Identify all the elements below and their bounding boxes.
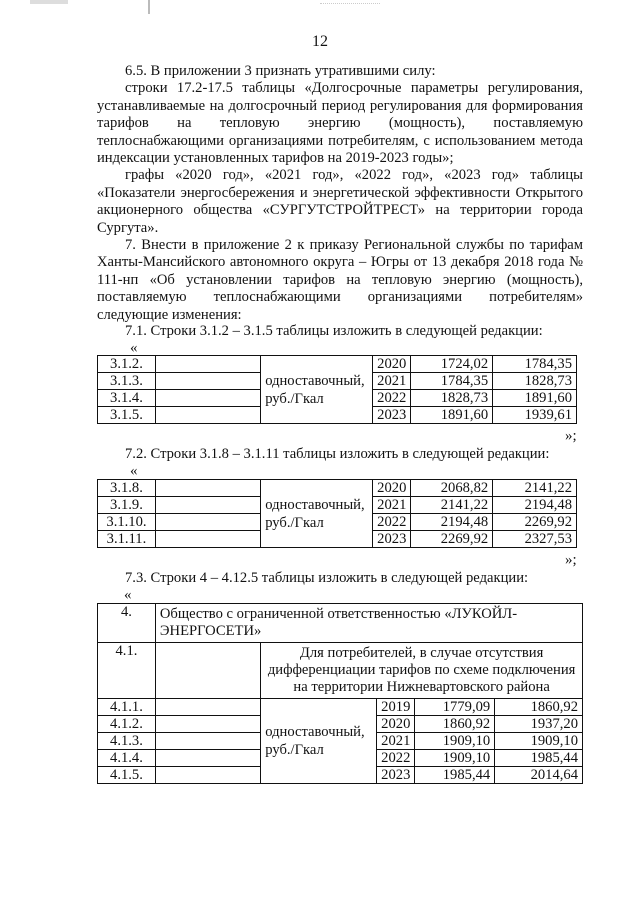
quote-open: « xyxy=(130,340,138,356)
paragraph: строки 17.2-17.5 таблицы «Долгосрочные параметры регулирования, устанавливаемые на долгосрочный период регулирования для формирования тарифов на тепловую энергию (мощность), поставляемую теплоснабжающими организациями потребителям, с использованием метода индексации установленных тарифов на 2019-2023 годы»; xyxy=(97,80,583,167)
table-row xyxy=(98,643,583,699)
value-cell: 2141,22 xyxy=(493,480,577,497)
paragraph: 7. Внести в приложение 2 к приказу Региональной службы по тарифам Ханты-Мансийского автономного округа – Югры от 13 декабря 2018 года № 111-нп «Об установлении тарифов на тепловую энергию (мощность), поставляемую теплоснабжающими организациями потребителям» следующие изменения: xyxy=(97,237,583,323)
quote-open: « xyxy=(124,587,132,603)
value-cell: 2194,48 xyxy=(411,514,493,531)
row-number: 4.1.4. xyxy=(98,750,156,767)
subgroup-description: Для потребителей, в случае отсутствия дифференциации тарифов по схеме подключения на территории Нижневартовского района xyxy=(261,643,583,699)
value-cell: 1779,09 xyxy=(415,699,495,716)
row-number: 4.1. xyxy=(98,643,156,699)
year-cell: 2023 xyxy=(373,531,411,548)
year-cell: 2021 xyxy=(373,497,411,514)
row-number: 4.1.3. xyxy=(98,733,156,750)
value-cell: 2269,92 xyxy=(411,531,493,548)
year-cell: 2022 xyxy=(373,390,411,407)
value-cell: 1828,73 xyxy=(493,373,577,390)
value-cell: 1937,20 xyxy=(495,716,583,733)
empty-cell xyxy=(155,643,260,699)
value-cell: 1784,35 xyxy=(411,373,493,390)
year-cell: 2023 xyxy=(377,767,415,784)
row-number: 3.1.11. xyxy=(98,531,156,548)
table-row xyxy=(98,604,583,643)
year-cell: 2020 xyxy=(373,356,411,373)
quote-close: »; xyxy=(565,428,577,444)
value-cell: 2327,53 xyxy=(493,531,577,548)
year-cell: 2022 xyxy=(377,750,415,767)
table-rows-3-1-2 xyxy=(97,355,577,424)
table-row xyxy=(98,356,577,373)
scan-mark xyxy=(148,0,150,14)
unit-cell: одноставочный, руб./Гкал xyxy=(261,699,377,784)
scan-mark xyxy=(30,0,68,4)
quote-open: « xyxy=(130,463,138,479)
empty-cell xyxy=(155,497,260,514)
value-cell: 1860,92 xyxy=(495,699,583,716)
row-number: 3.1.5. xyxy=(98,407,156,424)
body-text-block xyxy=(97,570,583,587)
value-cell: 1909,10 xyxy=(415,750,495,767)
value-cell: 1784,35 xyxy=(493,356,577,373)
paragraph: 7.2. Строки 3.1.8 – 3.1.11 таблицы изложить в следующей редакции: xyxy=(125,446,550,462)
body-text-block xyxy=(97,323,583,340)
empty-cell xyxy=(155,514,260,531)
empty-cell xyxy=(155,733,260,750)
body-text-block xyxy=(97,446,583,463)
value-cell: 1828,73 xyxy=(411,390,493,407)
row-number: 4. xyxy=(98,604,156,643)
paragraph: 7.3. Строки 4 – 4.12.5 таблицы изложить в следующей редакции: xyxy=(125,570,529,586)
row-number: 3.1.9. xyxy=(98,497,156,514)
year-cell: 2023 xyxy=(373,407,411,424)
year-cell: 2021 xyxy=(377,733,415,750)
year-cell: 2020 xyxy=(377,716,415,733)
row-number: 4.1.5. xyxy=(98,767,156,784)
empty-cell xyxy=(155,767,260,784)
row-number: 4.1.1. xyxy=(98,699,156,716)
table-row xyxy=(98,480,577,497)
scan-mark xyxy=(320,3,380,6)
value-cell: 1985,44 xyxy=(415,767,495,784)
row-number: 3.1.8. xyxy=(98,480,156,497)
value-cell: 1724,02 xyxy=(411,356,493,373)
row-number: 3.1.2. xyxy=(98,356,156,373)
empty-cell xyxy=(155,699,260,716)
body-text-block xyxy=(97,63,583,324)
value-cell: 1909,10 xyxy=(495,733,583,750)
year-cell: 2021 xyxy=(373,373,411,390)
row-number: 4.1.2. xyxy=(98,716,156,733)
unit-cell: одноставочный, руб./Гкал xyxy=(261,356,373,424)
value-cell: 2269,92 xyxy=(493,514,577,531)
empty-cell xyxy=(155,390,260,407)
empty-cell xyxy=(155,716,260,733)
value-cell: 1939,61 xyxy=(493,407,577,424)
row-number: 3.1.4. xyxy=(98,390,156,407)
unit-cell: одноставочный, руб./Гкал xyxy=(261,480,373,548)
table-rows-4 xyxy=(97,603,583,784)
value-cell: 2141,22 xyxy=(411,497,493,514)
empty-cell xyxy=(155,480,260,497)
value-cell: 2014,64 xyxy=(495,767,583,784)
value-cell: 1860,92 xyxy=(415,716,495,733)
org-name-cell: Общество с ограниченной ответственностью «ЛУКОЙЛ-ЭНЕРГОСЕТИ» xyxy=(155,604,582,643)
value-cell: 1891,60 xyxy=(411,407,493,424)
year-cell: 2022 xyxy=(373,514,411,531)
empty-cell xyxy=(155,373,260,390)
quote-close: »; xyxy=(565,552,577,568)
paragraph: графы «2020 год», «2021 год», «2022 год», «2023 год» таблицы «Показатели энергосбережения и энергетической эффективности Открытого акционерного общества «СУРГУТСТРОЙТРЕСТ» на территории города Сургута». xyxy=(97,167,583,236)
value-cell: 1891,60 xyxy=(493,390,577,407)
paragraph: 7.1. Строки 3.1.2 – 3.1.5 таблицы изложить в следующей редакции: xyxy=(125,323,543,339)
row-number: 3.1.3. xyxy=(98,373,156,390)
value-cell: 2068,82 xyxy=(411,480,493,497)
year-cell: 2020 xyxy=(373,480,411,497)
year-cell: 2019 xyxy=(377,699,415,716)
empty-cell xyxy=(155,531,260,548)
row-number: 3.1.10. xyxy=(98,514,156,531)
paragraph: 6.5. В приложении 3 признать утратившими силу: xyxy=(125,63,436,79)
value-cell: 1985,44 xyxy=(495,750,583,767)
empty-cell xyxy=(155,750,260,767)
value-cell: 1909,10 xyxy=(415,733,495,750)
value-cell: 2194,48 xyxy=(493,497,577,514)
empty-cell xyxy=(155,407,260,424)
table-rows-3-1-8 xyxy=(97,479,577,548)
empty-cell xyxy=(155,356,260,373)
table-row xyxy=(98,699,583,716)
page-number: 12 xyxy=(312,33,328,50)
